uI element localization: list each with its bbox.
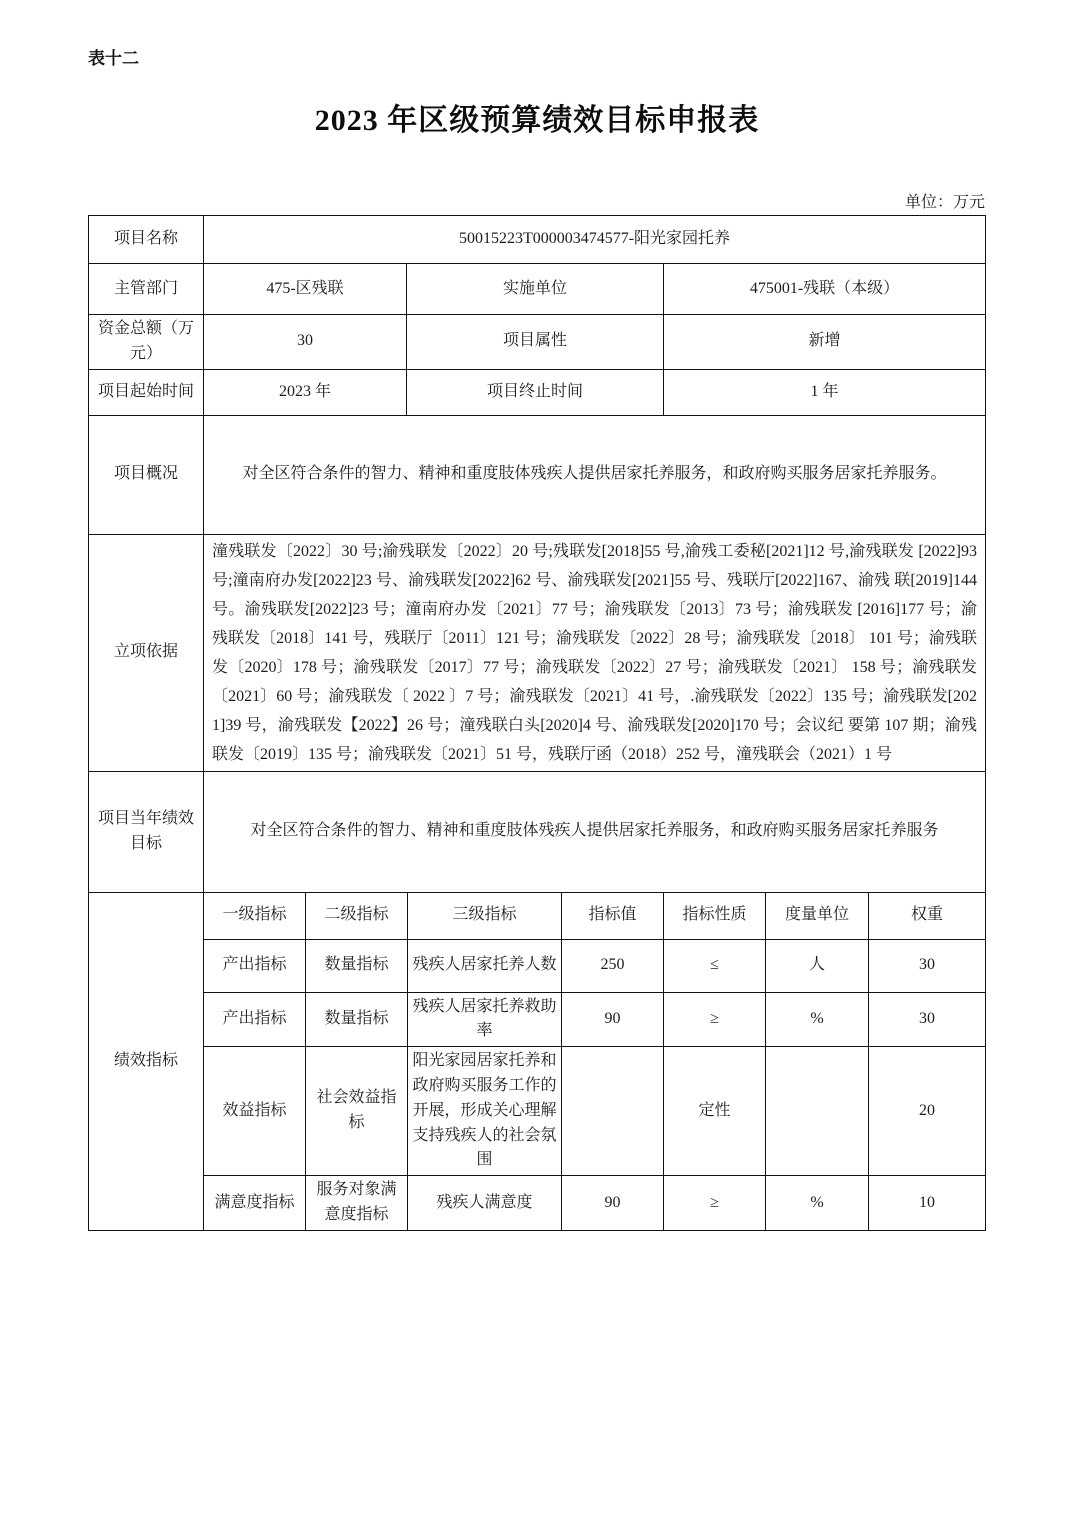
basis-label: 立项依据 [89, 534, 204, 771]
end-time-value: 1 年 [664, 369, 986, 415]
project-attr-label: 项目属性 [407, 315, 664, 370]
project-name-label: 项目名称 [89, 216, 204, 264]
indicator-cell: 阳光家园居家托养和政府购买服务工作的开展，形成关心理解支持残疾人的社会氛围 [408, 1047, 562, 1176]
header-unit: 度量单位 [766, 892, 869, 939]
overview-value: 对全区符合条件的智力、精神和重度肢体残疾人提供居家托养服务，和政府购买服务居家托养服务。 [204, 415, 986, 534]
start-time-label: 项目起始时间 [89, 369, 204, 415]
table-row [89, 369, 986, 415]
indicator-cell: 残疾人满意度 [408, 1176, 562, 1231]
indicator-row [89, 1047, 986, 1176]
fund-total-label: 资金总额（万元） [89, 315, 204, 370]
indicator-cell: 10 [869, 1176, 986, 1231]
indicator-header-row [89, 892, 986, 939]
basis-value: 潼残联发〔2022〕30 号;渝残联发〔2022〕20 号;残联发[2018]55 号,渝残工委秘[2021]12 号,渝残联发 [2022]93 号;潼南府办发[2022]23 号、渝残联发[2022]62 号、渝残联发[2021]55 号、残联厅[2022]167、渝残 联[2019]144 号。渝残联发[2022]23 号；潼南府办发〔2021〕77 号；渝残联发〔2013〕73 号；渝残联发 [2016]177 号；渝残联发〔2018〕141 号，残联厅〔2011〕121 号；渝残联发〔2022〕28 号；渝残联发〔2018〕 101 号；渝残联发〔2020〕178 号；渝残联发〔2017〕77 号；渝残联发〔2022〕27 号；渝残联发〔2021〕 158 号；渝残联发〔2021〕60 号；渝残联发〔 2022 〕7 号；渝残联发〔2021〕41 号，.渝残联发〔2022〕135 号；渝残联发[2021]39 号，渝残联发【2022】26 号；潼残联白头[2020]4 号、渝残联发[2020]170 号；会议纪 要第 107 期；渝残联发〔2019〕135 号；渝残联发〔2021〕51 号，残联厅函（2018）252 号，潼残联会（2021）1 号 [204, 534, 986, 771]
indicator-cell: 定性 [664, 1047, 766, 1176]
form-number-tag: 表十二 [88, 49, 139, 68]
table-row [89, 315, 986, 370]
indicator-cell: 满意度指标 [204, 1176, 306, 1231]
start-time-value: 2023 年 [204, 369, 407, 415]
header-nature: 指标性质 [664, 892, 766, 939]
fund-total-value: 30 [204, 315, 407, 370]
table-row [89, 216, 986, 264]
unit-note: 单位：万元 [904, 194, 985, 211]
dept-value: 475-区残联 [204, 264, 407, 315]
indicator-cell: % [766, 1176, 869, 1231]
indicator-cell: 残疾人居家托养人数 [408, 939, 562, 992]
indicator-row [89, 1176, 986, 1231]
indicator-cell: 服务对象满意度指标 [306, 1176, 408, 1231]
project-attr-value: 新增 [664, 315, 986, 370]
end-time-label: 项目终止时间 [407, 369, 664, 415]
header-value: 指标值 [562, 892, 664, 939]
impl-unit-value: 475001-残联（本级） [664, 264, 986, 315]
project-info-table [88, 215, 986, 893]
indicator-cell: 产出指标 [204, 939, 306, 992]
table-row [89, 264, 986, 315]
indicator-cell: 数量指标 [306, 939, 408, 992]
indicator-cell: % [766, 992, 869, 1047]
indicator-cell: ≥ [664, 992, 766, 1047]
indicator-section-label: 绩效指标 [89, 892, 204, 1230]
indicator-cell: 社会效益指标 [306, 1047, 408, 1176]
indicator-cell: 20 [869, 1047, 986, 1176]
indicator-cell: 90 [562, 992, 664, 1047]
dept-label: 主管部门 [89, 264, 204, 315]
indicator-row [89, 939, 986, 992]
performance-indicator-table [88, 892, 986, 1231]
header-weight: 权重 [869, 892, 986, 939]
indicator-cell: 数量指标 [306, 992, 408, 1047]
header-level3: 三级指标 [408, 892, 562, 939]
annual-goal-value: 对全区符合条件的智力、精神和重度肢体残疾人提供居家托养服务，和政府购买服务居家托养服务 [204, 771, 986, 892]
indicator-cell: 90 [562, 1176, 664, 1231]
annual-goal-label: 项目当年绩效目标 [89, 771, 204, 892]
header-level2: 二级指标 [306, 892, 408, 939]
indicator-cell: 30 [869, 992, 986, 1047]
table-row [89, 534, 986, 771]
indicator-row [89, 992, 986, 1047]
indicator-cell: 效益指标 [204, 1047, 306, 1176]
impl-unit-label: 实施单位 [407, 264, 664, 315]
table-row [89, 415, 986, 534]
indicator-cell: 250 [562, 939, 664, 992]
indicator-cell [766, 1047, 869, 1176]
indicator-cell: 残疾人居家托养救助率 [408, 992, 562, 1047]
indicator-cell: ≤ [664, 939, 766, 992]
declaration-table [88, 215, 985, 1231]
indicator-cell: 30 [869, 939, 986, 992]
header-level1: 一级指标 [204, 892, 306, 939]
indicator-cell: 产出指标 [204, 992, 306, 1047]
page-title: 2023 年区级预算绩效目标申报表 [314, 104, 760, 137]
overview-label: 项目概况 [89, 415, 204, 534]
table-row [89, 771, 986, 892]
project-name-value: 50015223T000003474577-阳光家园托养 [204, 216, 986, 264]
indicator-cell: ≥ [664, 1176, 766, 1231]
indicator-cell: 人 [766, 939, 869, 992]
indicator-cell [562, 1047, 664, 1176]
